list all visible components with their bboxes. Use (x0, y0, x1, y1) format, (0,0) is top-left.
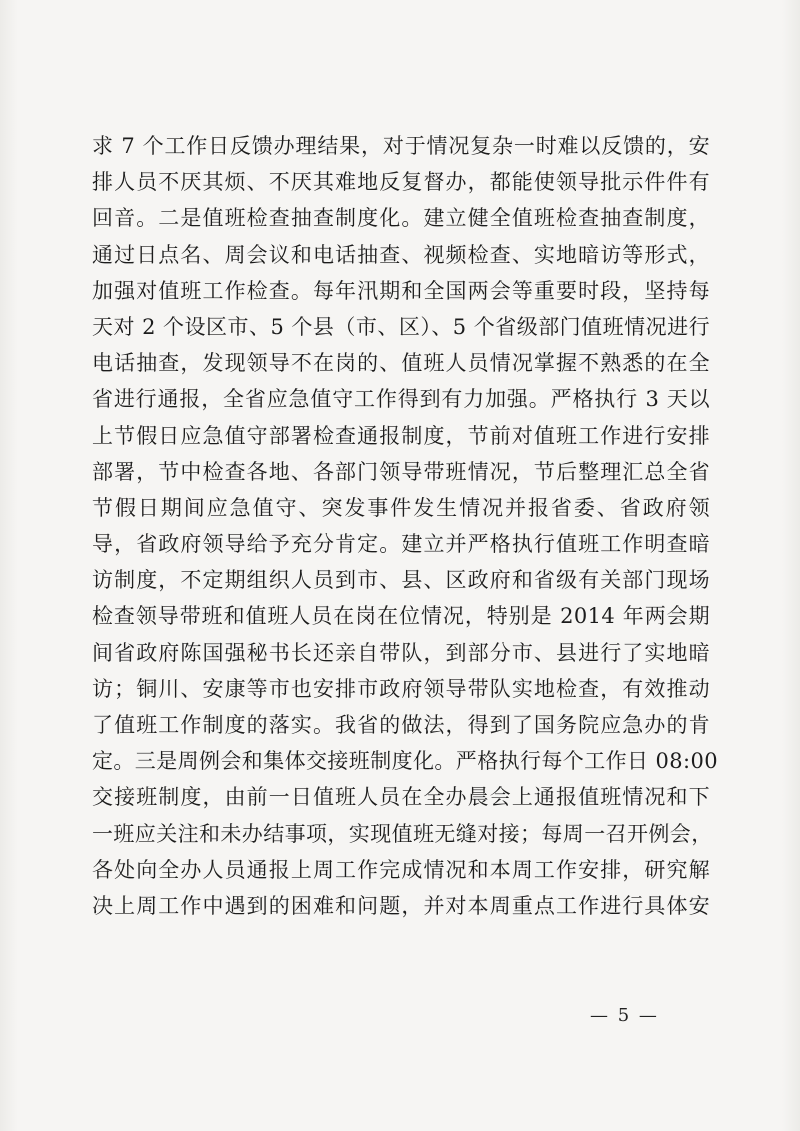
text-line: 天对 2 个设区市、5 个县（市、区）、5 个省级部门值班情况进行 (92, 314, 710, 339)
text-line: 决上周工作中遇到的困难和问题，并对本周重点工作进行具体安 (92, 893, 710, 918)
text-line: 求 7 个工作日反馈办理结果，对于情况复杂一时难以反馈的，安 (92, 134, 710, 158)
text-line: 访制度，不定期组织人员到市、县、区政府和省级有关部门现场 (92, 568, 710, 593)
text-line: 回音。二是值班检查抽查制度化。建立健全值班检查抽查制度， (92, 206, 710, 231)
text-line: 部署，节中检查各地、各部门领导带班情况，节后整理汇总全省 (92, 459, 710, 484)
text-line: 节假日期间应急值守、突发事件发生情况并报省委、省政府领 (92, 495, 710, 520)
text-line: 访；铜川、安康等市也安排市政府领导带队实地检查，有效推动 (92, 676, 710, 701)
text-line: 加强对值班工作检查。每年汛期和全国两会等重要时段，坚持每 (92, 278, 710, 303)
page-number: — 5 — (590, 1005, 659, 1026)
body-text (92, 128, 718, 924)
text-line: 定。三是周例会和集体交接班制度化。严格执行每个工作日 08:00 (92, 749, 718, 774)
text-line: 一班应关注和未办结事项，实现值班无缝对接；每周一召开例会， (92, 821, 713, 846)
text-line: 交接班制度，由前一日值班人员在全办晨会上通报值班情况和下 (92, 785, 710, 810)
text-line: 了值班工作制度的落实。我省的做法，得到了国务院应急办的肯 (92, 713, 710, 737)
text-line: 上节假日应急值守部署检查通报制度，节前对值班工作进行安排 (92, 423, 710, 448)
text-line: 各处向全办人员通报上周工作完成情况和本周工作安排，研究解 (92, 857, 710, 882)
text-line: 检查领导带班和值班人员在岗在位情况，特别是 2014 年两会期 (92, 604, 710, 629)
text-line: 省进行通报，全省应急值守工作得到有力加强。严格执行 3 天以 (92, 387, 710, 412)
text-line: 导，省政府领导给予充分肯定。建立并严格执行值班工作明查暗 (92, 532, 710, 557)
text-line: 通过日点名、周会议和电话抽查、视频检查、实地暗访等形式， (92, 242, 710, 267)
text-line: 间省政府陈国强秘书长还亲自带队，到部分市、县进行了实地暗 (92, 640, 710, 665)
text-line: 电话抽查，发现领导不在岗的、值班人员情况掌握不熟悉的在全 (92, 351, 710, 376)
text-line: 排人员不厌其烦、不厌其难地反复督办，都能使领导批示件件有 (92, 170, 710, 195)
